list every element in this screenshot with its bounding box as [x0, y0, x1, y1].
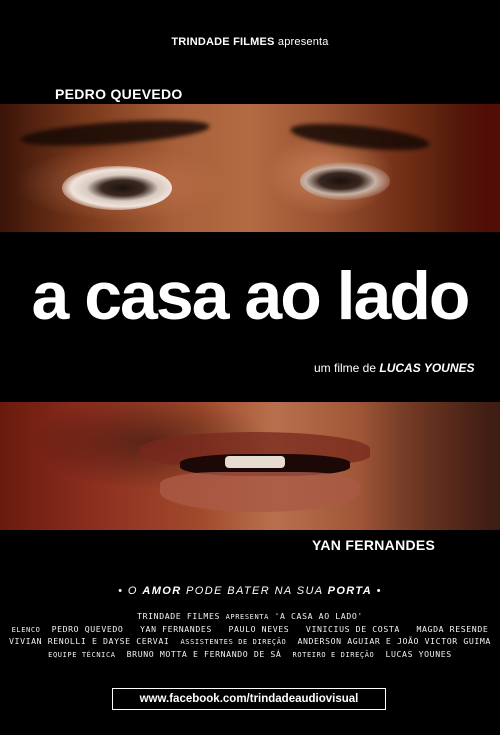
credit-label: ELENCO — [11, 625, 41, 634]
director-name: LUCAS YOUNES — [379, 361, 475, 375]
facebook-link[interactable]: www.facebook.com/trindadeaudiovisual — [112, 688, 386, 710]
left-eyebrow — [19, 115, 210, 150]
credits-line — [0, 649, 500, 662]
studio-name: TRINDADE FILMES — [171, 36, 275, 48]
tagline-word: PODE BATER NA SUA — [186, 585, 324, 597]
credit-text: VIVIAN RENOLLI E DAYSE CERVAI — [9, 636, 170, 646]
beard-shadow — [360, 402, 500, 530]
director-line — [314, 361, 475, 375]
tagline-bullet-right: • — [376, 585, 382, 597]
tagline-word-bold: PORTA — [327, 585, 373, 597]
teeth — [225, 456, 285, 468]
eyes-photo — [0, 104, 500, 232]
photo-shadow — [430, 104, 500, 232]
credits-block — [0, 611, 500, 661]
presents-text: apresenta — [277, 36, 329, 48]
right-eye — [300, 162, 390, 200]
credit-text: PEDRO QUEVEDO YAN FERNANDES PAULO NEVES VINICIUS DE COSTA MAGDA RESENDE — [51, 623, 489, 634]
credit-text: BRUNO MOTTA E FERNANDO DE SÁ — [126, 648, 282, 659]
credit-label: ASSISTENTES DE DIREÇÃO — [180, 638, 287, 646]
mouth-photo — [0, 402, 500, 530]
left-eye — [62, 166, 172, 210]
credits-line — [0, 624, 500, 637]
tagline-bullet-left: • — [118, 585, 124, 597]
credit-label: EQUIPE TÉCNICA — [48, 650, 116, 659]
tagline-word: O — [127, 585, 138, 597]
right-eyebrow — [289, 119, 431, 156]
tagline — [0, 585, 500, 597]
credit-label: APRESENTA — [225, 613, 269, 621]
credit-text: 'A CASA AO LADO' — [274, 611, 363, 621]
tagline-word-bold: AMOR — [142, 585, 182, 597]
actor-bottom: YAN FERNANDES — [312, 537, 436, 553]
presenter-credit — [0, 36, 500, 48]
lower-lip — [160, 472, 360, 512]
credit-text: TRINDADE FILMES — [137, 611, 221, 621]
credit-text: LUCAS YOUNES — [385, 648, 452, 659]
film-title: a casa ao lado — [31, 258, 469, 334]
credit-text: ANDERSON AGUIAR E JOÃO VICTOR GUIMA — [297, 636, 491, 646]
director-prefix: um filme de — [314, 361, 377, 375]
credits-line — [0, 611, 500, 624]
actor-top: PEDRO QUEVEDO — [55, 86, 183, 102]
credits-line — [0, 636, 500, 649]
credit-label: ROTEIRO E DIREÇÃO — [292, 650, 375, 659]
